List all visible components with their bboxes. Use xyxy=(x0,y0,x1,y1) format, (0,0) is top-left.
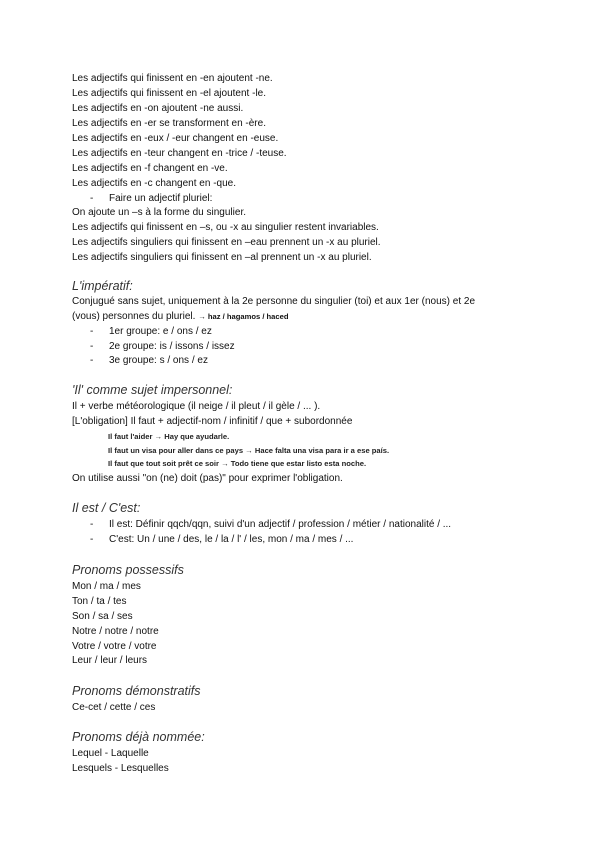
demonstratifs-heading: Pronoms démonstratifs xyxy=(72,684,201,698)
adjective-rule-line: Les adjectifs en -teur changent en -trice / -teuse. xyxy=(72,148,287,159)
possessive-line: Notre / notre / notre xyxy=(72,626,159,637)
conjugation-group: 1er groupe: e / ons / ez xyxy=(109,326,212,337)
plural-subheading: Faire un adjectif pluriel: xyxy=(109,193,213,204)
plural-rule-line: Les adjectifs singuliers qui finissent en –al prennent un -x au pluriel. xyxy=(72,252,372,263)
imperatif-translation: → haz / hagamos / haced xyxy=(198,312,289,321)
list-bullet: - xyxy=(90,519,94,530)
il-est-item: C'est: Un / une / des, le / la / l' / les, mon / ma / mes / ... xyxy=(109,534,354,545)
relative-pronoun-line: Lequel - Laquelle xyxy=(72,748,149,759)
list-bullet: - xyxy=(90,355,94,366)
example-sentence: Il faut l'aider → Hay que ayudarle. xyxy=(108,432,230,441)
imperatif-intro-text: (vous) personnes du pluriel. xyxy=(72,311,199,322)
demonstrative-line: Ce-cet / cette / ces xyxy=(72,702,156,713)
plural-rule-line: Les adjectifs qui finissent en –s, ou -x au singulier restent invariables. xyxy=(72,222,379,233)
deja-nommee-heading: Pronoms déjà nommée: xyxy=(72,730,205,744)
conjugation-group: 2e groupe: is / issons / issez xyxy=(109,341,235,352)
imperatif-intro-line: Conjugué sans sujet, uniquement à la 2e personne du singulier (toi) et aux 1er (nous) et 2e xyxy=(72,296,476,307)
possessive-line: Ton / ta / tes xyxy=(72,596,127,607)
adjective-rule-line: Les adjectifs en -eux / -eur changent en -euse. xyxy=(72,133,279,144)
adjective-rule-line: Les adjectifs en -er se transforment en -ère. xyxy=(72,118,266,129)
adjective-rule-line: Les adjectifs en -on ajoutent -ne aussi. xyxy=(72,103,244,114)
example-sentence: Il faut que tout soit prêt ce soir → Todo tiene que estar listo esta noche. xyxy=(108,459,367,468)
imperatif-intro-line xyxy=(72,311,289,323)
adjective-rule-line: Les adjectifs en -c changent en -que. xyxy=(72,178,236,189)
relative-pronoun-line: Lesquels - Lesquelles xyxy=(72,763,169,774)
il-est-item: Il est: Définir qqch/qqn, suivi d'un adjectif / profession / métier / nationalité / ... xyxy=(109,519,452,530)
impersonnel-heading: 'Il' comme sujet impersonnel: xyxy=(72,383,233,397)
impersonnel-line: On utilise aussi "on (ne) doit (pas)" pour exprimer l'obligation. xyxy=(72,473,343,484)
adjective-rule-line: Les adjectifs qui finissent en -en ajoutent -ne. xyxy=(72,73,273,84)
plural-rule-line: Les adjectifs singuliers qui finissent en –eau prennent un -x au pluriel. xyxy=(72,237,381,248)
list-bullet: - xyxy=(90,534,94,545)
impersonnel-line: [L'obligation] Il faut + adjectif-nom / infinitif / que + subordonnée xyxy=(72,416,353,427)
possessifs-heading: Pronoms possessifs xyxy=(72,563,184,577)
possessive-line: Leur / leur / leurs xyxy=(72,655,148,666)
adjective-rule-line: Les adjectifs qui finissent en -el ajoutent -le. xyxy=(72,88,266,99)
possessive-line: Votre / votre / votre xyxy=(72,641,157,652)
possessive-line: Son / sa / ses xyxy=(72,611,133,622)
adjective-rule-line: Les adjectifs en -f changent en -ve. xyxy=(72,163,228,174)
il-est-heading: Il est / C'est: xyxy=(72,501,141,515)
list-bullet: - xyxy=(90,326,94,337)
impersonnel-line: Il + verbe météorologique (il neige / il pleut / il gèle / ... ). xyxy=(72,401,321,412)
list-bullet: - xyxy=(90,341,94,352)
conjugation-group: 3e groupe: s / ons / ez xyxy=(109,355,208,366)
possessive-line: Mon / ma / mes xyxy=(72,581,141,592)
imperatif-heading: L'impératif: xyxy=(72,279,133,293)
plural-rule-line: On ajoute un –s à la forme du singulier. xyxy=(72,207,246,218)
example-sentence: Il faut un visa pour aller dans ce pays → Hace falta una visa para ir a ese país. xyxy=(108,446,390,455)
list-bullet: - xyxy=(90,193,94,204)
